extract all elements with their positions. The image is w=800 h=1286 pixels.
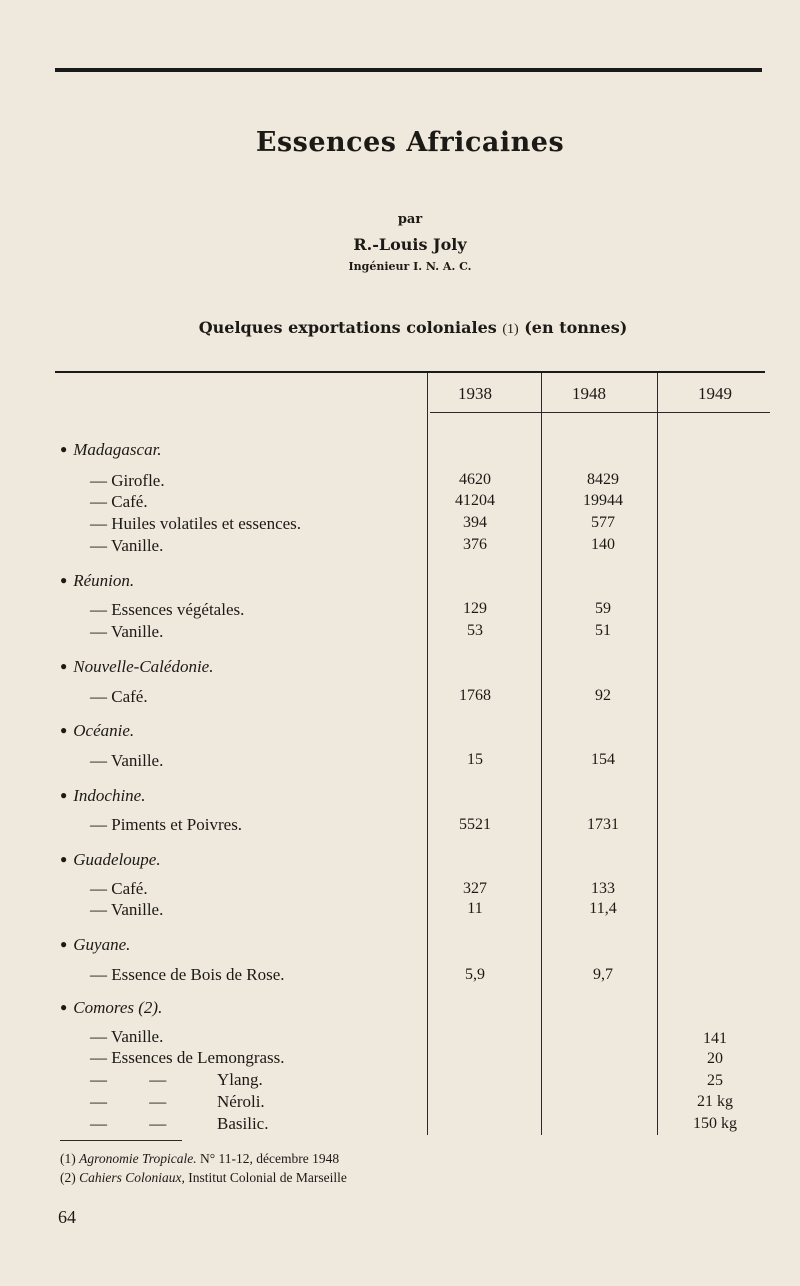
item-label: — Essence de Bois de Rose. bbox=[90, 965, 285, 984]
region-heading: ● Guyane. bbox=[60, 935, 131, 954]
year-header-1948: 1948 bbox=[572, 384, 606, 403]
bullet-icon: ● bbox=[60, 659, 68, 673]
value-1949: 150 kg bbox=[693, 1115, 737, 1132]
table-subtitle bbox=[0, 318, 800, 338]
item-label: — Vanille. bbox=[90, 622, 164, 641]
footnote-source: Agronomie Tropicale. bbox=[79, 1151, 197, 1166]
value-1938: 15 bbox=[467, 751, 483, 768]
value-1938: 394 bbox=[463, 514, 487, 531]
item-label: — Café. bbox=[90, 687, 148, 706]
bullet-icon: ● bbox=[60, 852, 68, 866]
value-1938: 53 bbox=[467, 622, 483, 639]
value-1948: 11,4 bbox=[589, 900, 617, 917]
value-1938: 5,9 bbox=[465, 966, 485, 983]
value-1948: 577 bbox=[591, 514, 615, 531]
item-ditto-dashes: — — bbox=[90, 1070, 167, 1089]
value-1938: 129 bbox=[463, 600, 487, 617]
value-1938: 5521 bbox=[459, 816, 491, 833]
item-label: — Essences de Lemongrass. bbox=[90, 1048, 285, 1067]
footnote bbox=[60, 1170, 347, 1186]
value-1948: 9,7 bbox=[593, 966, 613, 983]
footnote-detail: Institut Colonial de Marseille bbox=[188, 1170, 347, 1185]
value-1948: 51 bbox=[595, 622, 611, 639]
subtitle-footnote-ref: (1) bbox=[502, 322, 519, 337]
bullet-icon: ● bbox=[60, 937, 68, 951]
article-title: Essences Africaines bbox=[255, 127, 565, 158]
footnote-detail: N° 11-12, décembre 1948 bbox=[200, 1151, 340, 1166]
footnote-number: (2) bbox=[60, 1170, 76, 1185]
value-1938: 1768 bbox=[459, 687, 491, 704]
value-1938: 327 bbox=[463, 880, 487, 897]
column-divider bbox=[541, 373, 542, 1135]
value-1948: 19944 bbox=[583, 492, 623, 509]
value-1948: 140 bbox=[591, 536, 615, 553]
subtitle-main: Quelques exportations coloniales bbox=[198, 318, 497, 337]
region-heading: ● Nouvelle-Calédonie. bbox=[60, 657, 214, 676]
author-name: R.-Louis Joly bbox=[353, 235, 467, 254]
year-header-1949: 1949 bbox=[698, 384, 732, 403]
value-1948: 8429 bbox=[587, 471, 619, 488]
item-label: — Café. bbox=[90, 879, 148, 898]
page-number: 64 bbox=[58, 1207, 76, 1227]
bullet-icon: ● bbox=[60, 573, 68, 587]
author-title: Ingénieur I. N. A. C. bbox=[348, 260, 472, 273]
table-top-rule bbox=[55, 371, 765, 373]
subtitle-unit: (en tonnes) bbox=[524, 318, 628, 337]
value-1948: 154 bbox=[591, 751, 615, 768]
value-1949: 21 kg bbox=[697, 1093, 733, 1110]
item-label: — Essences végétales. bbox=[90, 600, 245, 619]
region-heading: ● Réunion. bbox=[60, 571, 135, 590]
item-ditto-dashes: — — bbox=[90, 1092, 167, 1111]
value-1948: 1731 bbox=[587, 816, 619, 833]
bullet-icon: ● bbox=[60, 723, 68, 737]
value-1938: 376 bbox=[463, 536, 487, 553]
item-label: — Piments et Poivres. bbox=[90, 815, 243, 834]
item-label: — Vanille. bbox=[90, 536, 164, 555]
value-1949: 20 bbox=[707, 1050, 723, 1067]
region-heading: ● Indochine. bbox=[60, 786, 146, 805]
footnote-number: (1) bbox=[60, 1151, 76, 1166]
value-1938: 41204 bbox=[455, 492, 495, 509]
byline: par bbox=[397, 212, 423, 227]
item-label: — Huiles volatiles et essences. bbox=[90, 514, 302, 533]
year-header-1938: 1938 bbox=[458, 384, 492, 403]
value-1949: 25 bbox=[707, 1072, 723, 1089]
region-heading: ● Océanie. bbox=[60, 721, 135, 740]
footnote bbox=[60, 1151, 339, 1167]
value-1938: 11 bbox=[467, 900, 483, 917]
item-label: — Vanille. bbox=[90, 751, 164, 770]
footnote-source: Cahiers Coloniaux, bbox=[79, 1170, 185, 1185]
region-heading: ● Guadeloupe. bbox=[60, 850, 161, 869]
value-1948: 59 bbox=[595, 600, 611, 617]
footnote-rule bbox=[60, 1140, 182, 1141]
item-label: Ylang. bbox=[217, 1070, 263, 1089]
item-label: Néroli. bbox=[217, 1092, 265, 1111]
header-rule bbox=[430, 412, 770, 413]
bullet-icon: ● bbox=[60, 1000, 68, 1014]
value-1948: 92 bbox=[595, 687, 611, 704]
region-heading: ● Comores (2). bbox=[60, 998, 163, 1017]
region-heading: ● Madagascar. bbox=[60, 440, 162, 459]
item-label: — Girofle. bbox=[90, 471, 165, 490]
item-label: — Vanille. bbox=[90, 900, 164, 919]
top-rule bbox=[55, 68, 762, 72]
value-1938: 4620 bbox=[459, 471, 491, 488]
item-label: — Café. bbox=[90, 492, 148, 511]
bullet-icon: ● bbox=[60, 788, 68, 802]
value-1949: 141 bbox=[703, 1030, 727, 1047]
bullet-icon: ● bbox=[60, 442, 68, 456]
item-label: — Vanille. bbox=[90, 1027, 164, 1046]
item-ditto-dashes: — — bbox=[90, 1114, 167, 1133]
value-1948: 133 bbox=[591, 880, 615, 897]
item-label: Basilic. bbox=[217, 1114, 269, 1133]
